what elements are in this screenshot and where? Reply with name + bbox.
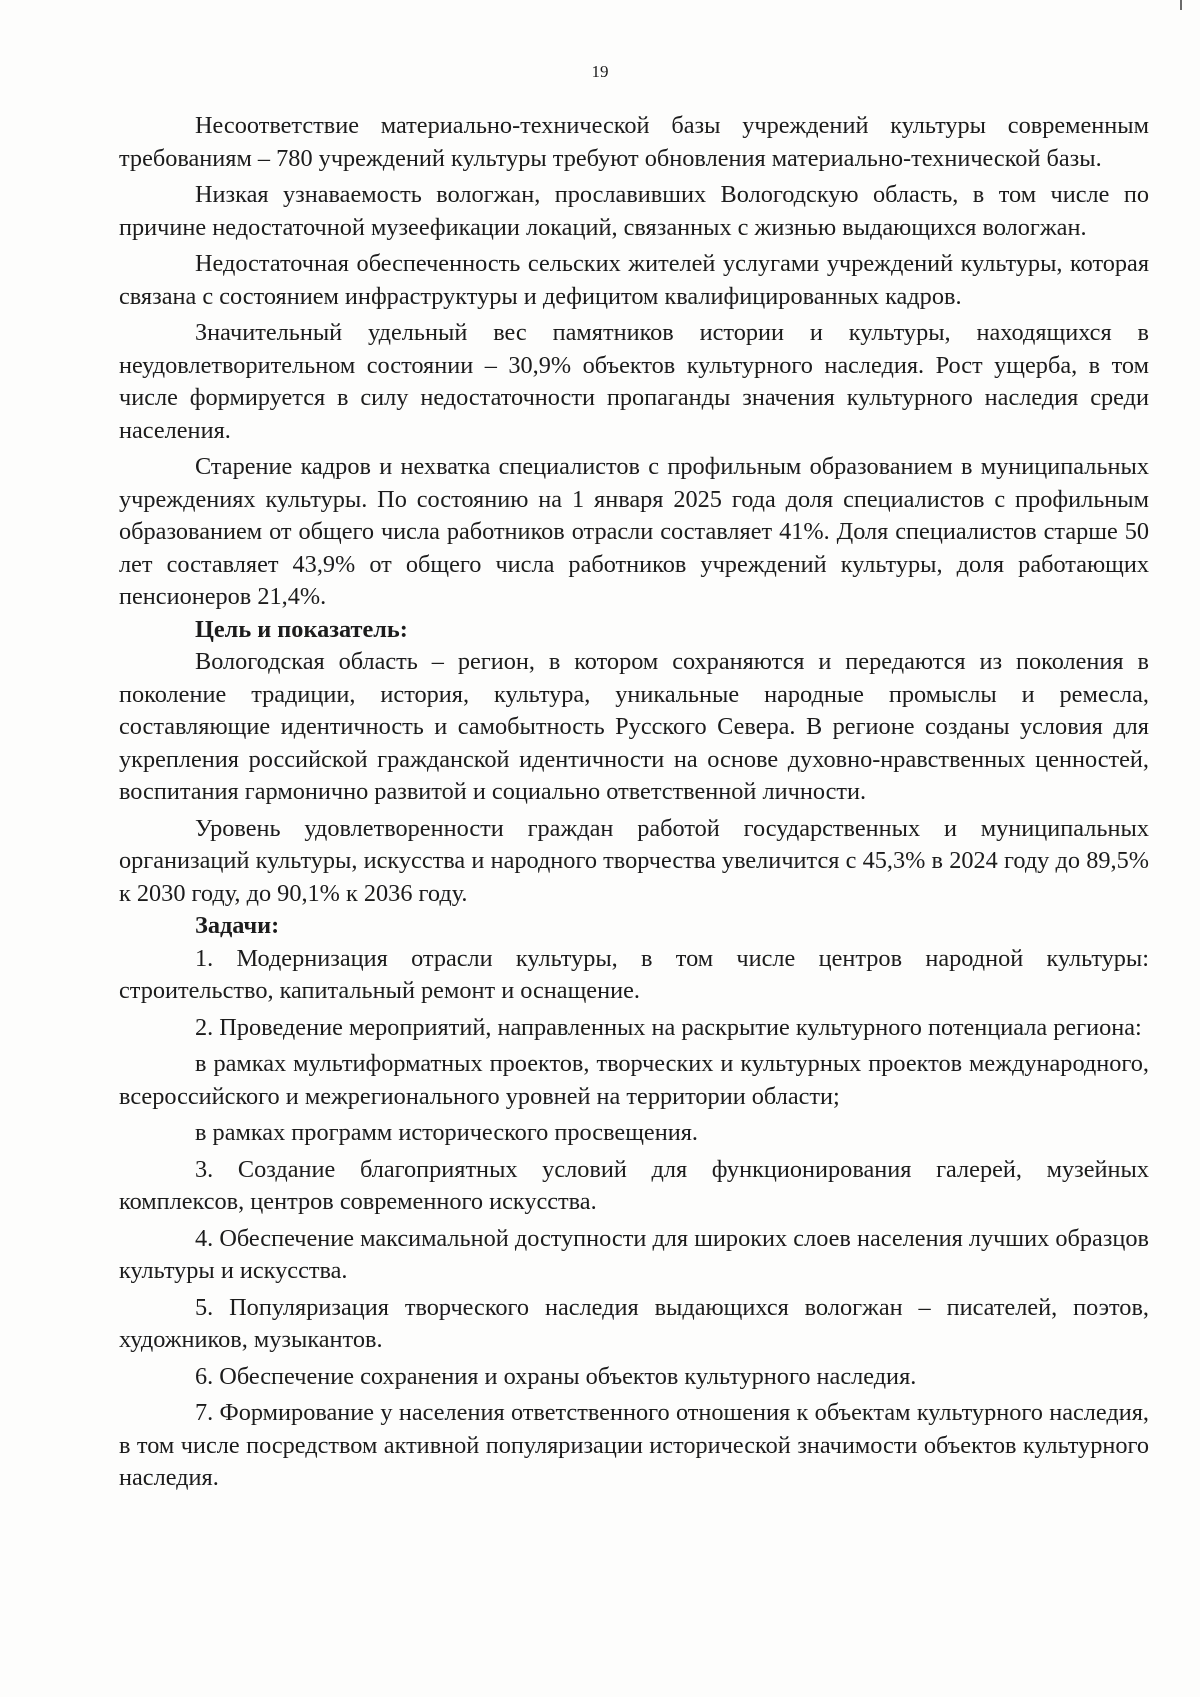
- scan-mark: [1180, 0, 1182, 10]
- task-subitem: в рамках программ исторического просвещения.: [195, 1119, 698, 1146]
- heading-goal: Цель и показатель:: [195, 615, 408, 643]
- paragraph-problem-1: Несоответствие материально-технической базы учреждений культуры современным требованиям – 780 учреждений культуры требуют обновления материально-технической базы.: [119, 112, 1149, 172]
- page-number: 19: [591, 62, 609, 81]
- task-item: 5. Популяризация творческого наследия выдающихся вологжан – писателей, поэтов, художников, музыкантов.: [119, 1293, 1149, 1353]
- task-item: 2. Проведение мероприятий, направленных на раскрытие культурного потенциала региона:: [195, 1013, 1142, 1041]
- paragraph-problem-4: Значительный удельный вес памятников истории и культуры, находящихся в неудовлетворительном состоянии – 30,9% объектов культурного наследия. Рост ущерба, в том числе формируется в силу недостаточности пропаганды значения культурного наследия среди населения.: [119, 319, 1149, 444]
- paragraph-problem-3: Недостаточная обеспеченность сельских жителей услугами учреждений культуры, которая связана с состоянием инфраструктуры и дефицитом квалифицированных кадров.: [119, 250, 1149, 310]
- paragraph-problem-2: Низкая узнаваемость вологжан, прославивших Вологодскую область, в том числе по причине недостаточной музеефикации локаций, связанных с жизнью выдающихся вологжан.: [119, 181, 1149, 241]
- task-item: 6. Обеспечение сохранения и охраны объектов культурного наследия.: [195, 1362, 917, 1390]
- heading-tasks: Задачи:: [195, 912, 280, 939]
- task-subitem: в рамках мультиформатных проектов, творческих и культурных проектов международного, всероссийского и межрегионального уровней на территории области;: [119, 1050, 1149, 1110]
- paragraph-goal-2: Уровень удовлетворенности граждан работой государственных и муниципальных организаций культуры, искусства и народного творчества увеличится с 45,3% в 2024 году до 89,5% к 2030 году, до 90,1% к 2036 году.: [119, 814, 1149, 907]
- task-item: 3. Создание благоприятных условий для функционирования галерей, музейных комплексов, центров современного искусства.: [119, 1155, 1149, 1215]
- paragraph-problem-5: Старение кадров и нехватка специалистов с профильным образованием в муниципальных учреждениях культуры. По состоянию на 1 января 2025 года доля специалистов с профильным образованием от общего числа работников отрасли составляет 41%. Доля специалистов старше 50 лет составляет 43,9% от общего числа работников учреждений культуры, доля работающих пенсионеров 21,4%.: [119, 453, 1149, 610]
- document-body: [119, 110, 1149, 1495]
- task-item: 7. Формирование у населения ответственного отношения к объектам культурного наследия, в том числе посредством активной популяризации исторической значимости объектов культурного наследия.: [119, 1399, 1149, 1491]
- task-item: 4. Обеспечение максимальной доступности для широких слоев населения лучших образцов культуры и искусства.: [119, 1224, 1149, 1284]
- task-item: 1. Модернизация отрасли культуры, в том числе центров народной культуры: строительство, капитальный ремонт и оснащение.: [119, 944, 1149, 1004]
- paragraph-goal-1: Вологодская область – регион, в котором сохраняются и передаются из поколения в поколение традиции, история, культура, уникальные народные промыслы и ремесла, составляющие идентичность и самобытность Русского Севера. В регионе созданы условия для укрепления российской гражданской идентичности на основе духовно-нравственных ценностей, воспитания гармонично развитой и социально ответственной личности.: [119, 648, 1149, 805]
